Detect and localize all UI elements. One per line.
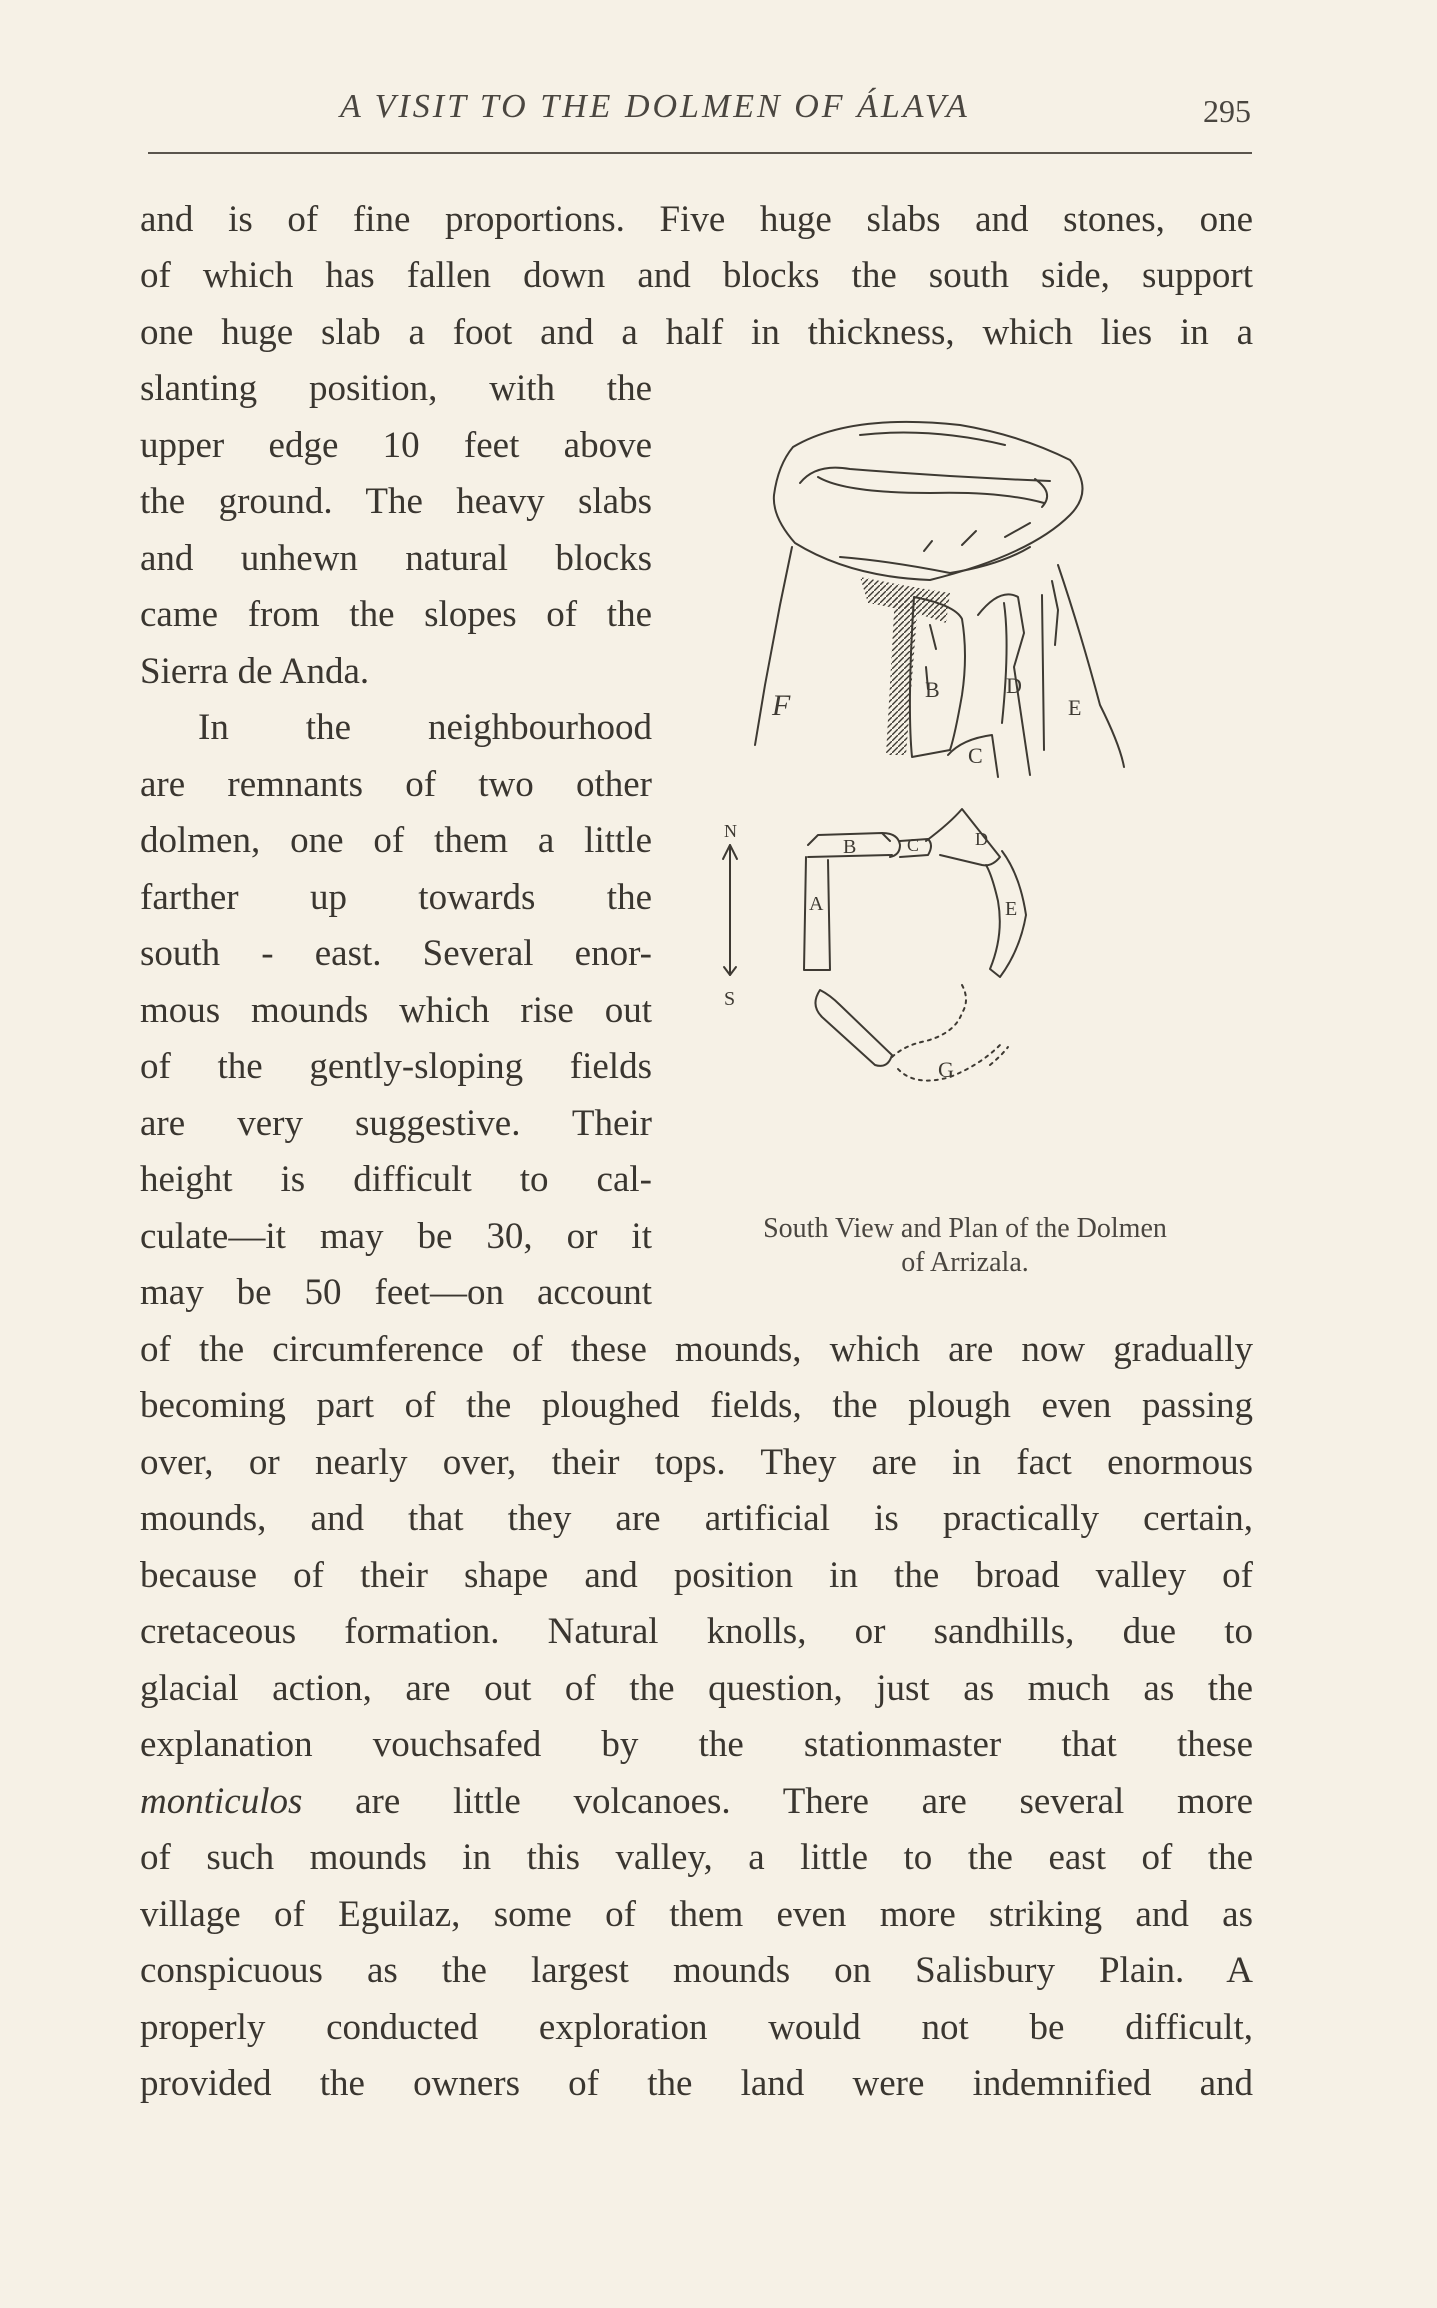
text-line: dolmen, one of them a little [140, 820, 652, 861]
text-line: glacial action, are out of the question, just as much as the [140, 1668, 1253, 1709]
text-line: explanation vouchsafed by the stationmaster that these [140, 1724, 1253, 1765]
label-b: B [925, 677, 940, 702]
caption-line: South View and Plan of the Dolmen [763, 1213, 1167, 1244]
text-line: farther up towards the [140, 877, 652, 918]
text-line: south - east. Several enor- [140, 933, 652, 974]
running-title: A VISIT TO THE DOLMEN OF ÁLAVA [340, 88, 970, 125]
label-d: D [1006, 673, 1022, 698]
plan-label-c: C [907, 835, 920, 855]
text-line: because of their shape and position in the broad valley of [140, 1555, 1253, 1596]
text-line: of such mounds in this valley, a little to the east of the [140, 1837, 1253, 1878]
text-line: cretaceous formation. Natural knolls, or sandhills, due to [140, 1611, 1253, 1652]
text-line: Sierra de Anda. [140, 651, 370, 692]
compass-south: S [724, 988, 736, 1010]
text-line [140, 1782, 1253, 1822]
text-line: came from the slopes of the [140, 594, 652, 635]
text-line: mous mounds which rise out [140, 990, 652, 1031]
text-line: culate—it may be 30, or it [140, 1216, 652, 1257]
text-segment: are little volcanoes. There are several more [355, 1781, 1253, 1822]
plan-label-e: E [1005, 898, 1018, 920]
text-line: and unhewn natural blocks [140, 538, 652, 579]
text-line: mounds, and that they are artificial is practically certain, [140, 1498, 1253, 1539]
figure-caption [680, 1212, 1250, 1280]
text-line: height is difficult to cal- [140, 1159, 652, 1200]
text-line: over, or nearly over, their tops. They are in fact enormous [140, 1442, 1253, 1483]
text-line: may be 50 feet—on account [140, 1272, 652, 1313]
plan-label-b: B [843, 836, 857, 858]
text-line: slanting position, with the [140, 368, 652, 409]
page-number: 295 [1203, 93, 1251, 129]
text-line: becoming part of the ploughed fields, the plough even passing [140, 1385, 1253, 1426]
plan-label-g: G [938, 1057, 954, 1082]
plan-drawing [723, 809, 1026, 1081]
caption-line: of Arrizala. [901, 1247, 1029, 1278]
text-line: are remnants of two other [140, 764, 652, 805]
compass-north: N [724, 821, 737, 841]
label-e: E [1068, 695, 1082, 720]
text-line: conspicuous as the largest mounds on Salisbury Plain. A [140, 1950, 1253, 1991]
label-c: C [968, 743, 983, 768]
text-line: the ground. The heavy slabs [140, 481, 652, 522]
text-line: of the circumference of these mounds, which are now gradually [140, 1329, 1253, 1370]
italic-term: monticulos [140, 1781, 303, 1822]
text-line: village of Eguilaz, some of them even more striking and as [140, 1894, 1253, 1935]
dolmen-figure [700, 405, 1260, 1195]
text-line: provided the owners of the land were indemnified and [140, 2063, 1253, 2104]
text-line: of the gently-sloping fields [140, 1046, 652, 1087]
text-line: upper edge 10 feet above [140, 425, 652, 466]
label-f: F [772, 689, 791, 722]
south-view-drawing [755, 422, 1124, 777]
header-rule [148, 152, 1252, 154]
text-line: of which has fallen down and blocks the south side, support [140, 255, 1253, 296]
text-line: one huge slab a foot and a half in thickness, which lies in a [140, 312, 1253, 353]
text-line: In the neighbourhood [198, 707, 652, 748]
text-line: and is of fine proportions. Five huge slabs and stones, one [140, 199, 1253, 240]
plan-label-a: A [809, 893, 824, 915]
plan-label-d: D [975, 829, 988, 849]
text-line: are very suggestive. Their [140, 1103, 652, 1144]
text-line: properly conducted exploration would not be difficult, [140, 2007, 1253, 2048]
